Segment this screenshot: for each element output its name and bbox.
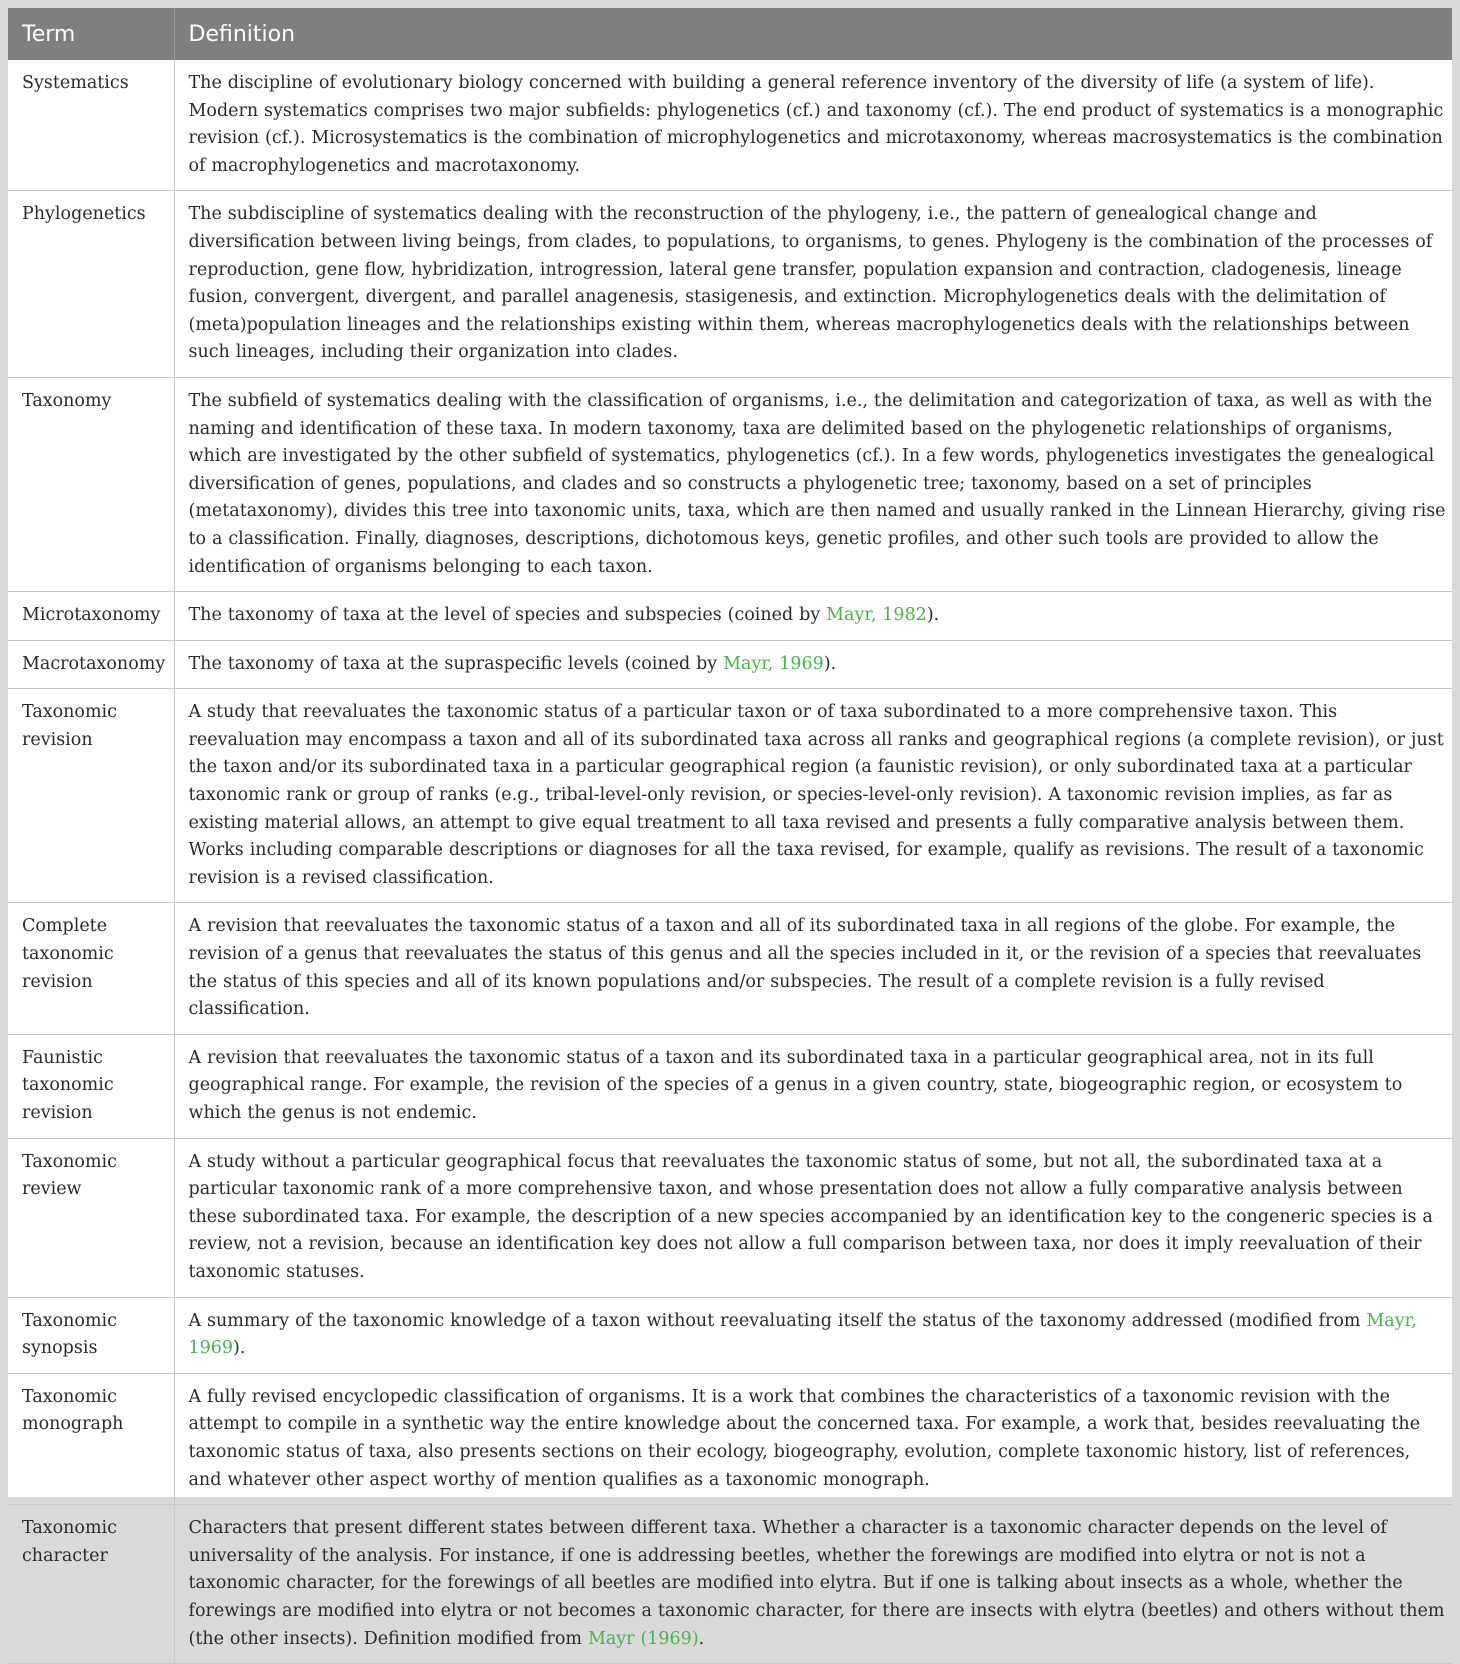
table-row bbox=[8, 191, 1452, 378]
citation-link[interactable]: Mayr, 1982 bbox=[826, 605, 927, 626]
table-row bbox=[8, 1373, 1452, 1504]
definition-cell bbox=[174, 592, 1452, 641]
header-row bbox=[8, 8, 1452, 60]
table-row bbox=[8, 1138, 1452, 1297]
table-row bbox=[8, 689, 1452, 903]
term-cell: Taxonomic monograph bbox=[8, 1373, 174, 1504]
table-row bbox=[8, 60, 1452, 191]
term-cell: Systematics bbox=[8, 60, 174, 191]
definition-text: The subdiscipline of systematics dealing with the reconstruction of the phylogeny, i.e., the pattern of genealogical change and diversification between living beings, from clades, to populations, to organisms, to genes. Phylogeny is the combination of the processes of reproduction, gene flow, hybridization, introgression, lateral gene transfer, population expansion and contraction, cladogenesis, lineage fusion, convergent, divergent, and parallel anagenesis, stasigenesis, and extinction. Microphylogenetics deals with the delimitation of (meta)population lineages and the relationships existing within them, whereas macrophylogenetics deals with the relationships between such lineages, including their organization into clades. bbox=[188, 204, 1433, 363]
term-cell: Complete taxonomic revision bbox=[8, 903, 174, 1034]
term-cell: Taxonomic revision bbox=[8, 689, 174, 903]
definition-text: A study without a particular geographical focus that reevaluates the taxonomic status of some, but not all, the subordinated taxa at a particular taxonomic rank of a more comprehensive taxon, and whose presentation does not allow a fully comparative analysis between these subordinated taxa. For example, the description of a new species accompanied by an identification key to the congeneric species is a review, not a revision, because an identification key does not allow a full comparison between taxa, nor does it imply reevaluation of their taxonomic statuses. bbox=[188, 1151, 1433, 1282]
header-definition: Definition bbox=[174, 8, 1452, 60]
definition-text: . bbox=[698, 1628, 705, 1649]
glossary-table bbox=[8, 8, 1452, 1664]
table-row bbox=[8, 1505, 1452, 1664]
definition-cell bbox=[174, 1505, 1452, 1664]
citation-link[interactable]: Mayr, 1969 bbox=[723, 653, 824, 674]
definition-cell bbox=[174, 60, 1452, 191]
term-cell: Phylogenetics bbox=[8, 191, 174, 378]
citation-link[interactable]: Mayr (1969) bbox=[587, 1628, 699, 1649]
definition-text: The subfield of systematics dealing with the classification of organisms, i.e., the delimitation and categorization of taxa, as well as with the naming and identification of these taxa. In modern taxonomy, taxa are delimited based on the phylogenetic relationships of organisms, which are investigated by the other subfield of systematics, phylogenetics (cf.). In a few words, phylogenetics investigates the genealogical diversification of genes, populations, and clades and so constructs a phylogenetic tree; taxonomy, based on a set of principles (metataxonomy), divides this tree into taxonomic units, taxa, which are then named and usually ranked in the Linnean Hierarchy, giving rise to a classification. Finally, diagnoses, descriptions, dichotomous keys, genetic profiles, and other such tools are provided to allow the identification of organisms belonging to each taxon. bbox=[188, 390, 1446, 577]
definition-cell bbox=[174, 689, 1452, 903]
definition-text: A revision that reevaluates the taxonomic status of a taxon and all of its subordinated taxa in all regions of the globe. For example, the revision of a genus that reevaluates the status of this genus and all the species included in it, or the revision of a species that reevaluates the status of this species and all of its known populations and/or subspecies. The result of a complete revision is a fully revised classification. bbox=[188, 916, 1422, 1020]
table-body bbox=[8, 60, 1452, 1664]
term-cell: Taxonomy bbox=[8, 377, 174, 591]
table-row bbox=[8, 377, 1452, 591]
definition-cell bbox=[174, 191, 1452, 378]
term-cell: Taxonomic review bbox=[8, 1138, 174, 1297]
definition-text: A study that reevaluates the taxonomic status of a particular taxon or of taxa subordinated to a more comprehensive taxon. This reevaluation may encompass a taxon and all of its subordinated taxa across all ranks and geographical regions (a complete revision), or just the taxon and/or its subordinated taxa in a particular geographical region (a faunistic revision), or only subordinated taxa at a particular taxonomic rank or group of ranks (e.g., tribal-level-only revision, or species-level-only revision). A taxonomic revision implies, as far as existing material allows, an attempt to give equal treatment to all taxa revised and presents a fully comparative analysis between them. Works including comparable descriptions or diagnoses for all the taxa revised, for example, qualify as revisions. The result of a taxonomic revision is a revised classification. bbox=[188, 702, 1444, 888]
definition-text: A summary of the taxonomic knowledge of a taxon without reevaluating itself the status of the taxonomy addressed (modified from bbox=[188, 1310, 1367, 1331]
term-cell: Taxonomic synopsis bbox=[8, 1297, 174, 1373]
term-cell: Macrotaxonomy bbox=[8, 640, 174, 689]
definition-text: Characters that present different states between different taxa. Whether a character is a taxonomic character depends on the level of universality of the analysis. For instance, if one is addressing beetles, whether the forewings are modified into elytra or not is not a taxonomic character, for the forewings of all beetles are modified into elytra. But if one is talking about insects as a whole, whether the forewings are modified into elytra or not becomes a taxonomic character, for there are insects with elytra (beetles) and others without them (the other insects). Definition modified from bbox=[188, 1518, 1445, 1649]
header-term: Term bbox=[8, 8, 174, 60]
definition-cell bbox=[174, 1138, 1452, 1297]
term-cell: Microtaxonomy bbox=[8, 592, 174, 641]
definition-cell bbox=[174, 640, 1452, 689]
definition-cell bbox=[174, 1297, 1452, 1373]
term-cell: Faunistic taxonomic revision bbox=[8, 1034, 174, 1138]
definition-cell bbox=[174, 377, 1452, 591]
citation-link[interactable]: Mayr, 1969 bbox=[188, 1310, 1417, 1359]
definition-cell bbox=[174, 903, 1452, 1034]
definition-cell bbox=[174, 1373, 1452, 1504]
glossary-table-frame bbox=[8, 8, 1452, 1649]
definition-text: ). bbox=[926, 605, 940, 626]
definition-text: ). bbox=[823, 653, 837, 674]
definition-text: A revision that reevaluates the taxonomic status of a taxon and its subordinated taxa in a particular geographical area, not in its full geographical range. For example, the revision of the species of a genus in a given country, state, biogeographic region, or ecosystem to which the genus is not endemic. bbox=[188, 1047, 1403, 1123]
definition-text: A fully revised encyclopedic classification of organisms. It is a work that combines the characteristics of a taxonomic revision with the attempt to compile in a synthetic way the entire knowledge about the concerned taxa. For example, a work that, besides reevaluating the taxonomic status of taxa, also presents sections on their ecology, biogeography, evolution, complete taxonomic history, list of references, and whatever other aspect worthy of mention qualifies as a taxonomic monograph. bbox=[188, 1386, 1421, 1490]
definition-text: ). bbox=[233, 1338, 246, 1359]
definition-cell bbox=[174, 1034, 1452, 1138]
table-row bbox=[8, 592, 1452, 641]
table-row bbox=[8, 1297, 1452, 1373]
definition-text: The taxonomy of taxa at the supraspecific levels (coined by bbox=[188, 653, 724, 674]
definition-text: The taxonomy of taxa at the level of species and subspecies (coined by bbox=[188, 605, 827, 626]
table-row bbox=[8, 903, 1452, 1034]
term-cell: Taxonomic character bbox=[8, 1505, 174, 1664]
table-row bbox=[8, 1034, 1452, 1138]
table-row bbox=[8, 640, 1452, 689]
definition-text: The discipline of evolutionary biology concerned with building a general reference inventory of the diversity of life (a system of life). Modern systematics comprises two major subfields: phylogenetics (cf.) and taxonomy (cf.). The end product of systematics is a monographic revision (cf.). Microsystematics is the combination of microphylogenetics and microtaxonomy, whereas macrosystematics is the combination of macrophylogenetics and macrotaxonomy. bbox=[188, 73, 1444, 176]
